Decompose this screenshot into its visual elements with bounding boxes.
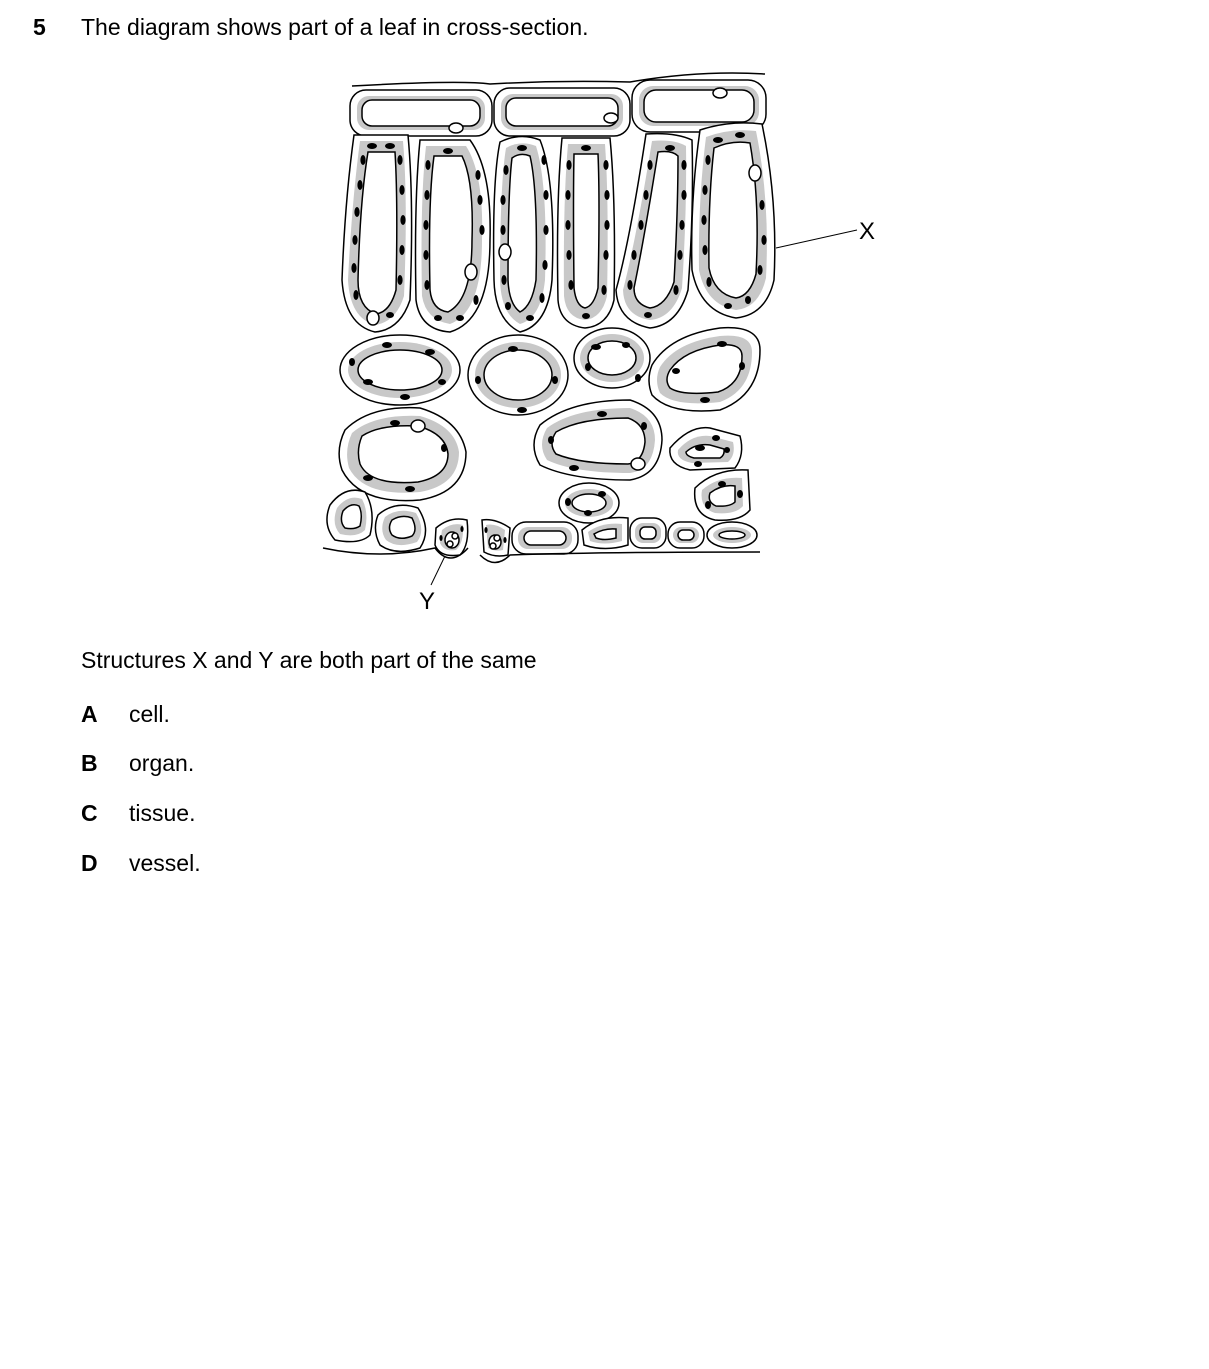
spongy-mesophyll [339,328,760,523]
leaf-cross-section-diagram [0,0,1209,640]
label-x: X [859,218,876,245]
option-b[interactable] [81,750,194,777]
question-text: The diagram shows part of a leaf in cross-section. [81,14,589,40]
option-text: cell. [129,701,170,727]
question-stem: Structures X and Y are both part of the same [81,647,537,673]
option-text: vessel. [129,850,201,876]
option-text: organ. [129,750,195,776]
label-y: Y [419,588,436,615]
option-letter: D [81,850,98,876]
palisade-layer [342,123,775,332]
option-letter: C [81,800,98,826]
option-letter: A [81,701,98,727]
option-text: tissue. [129,800,196,826]
upper-epidermis [350,80,766,136]
question-number: 5 [33,14,46,40]
option-c[interactable] [81,800,195,827]
option-a[interactable] [81,701,170,728]
option-letter: B [81,750,98,776]
option-d[interactable] [81,850,201,877]
